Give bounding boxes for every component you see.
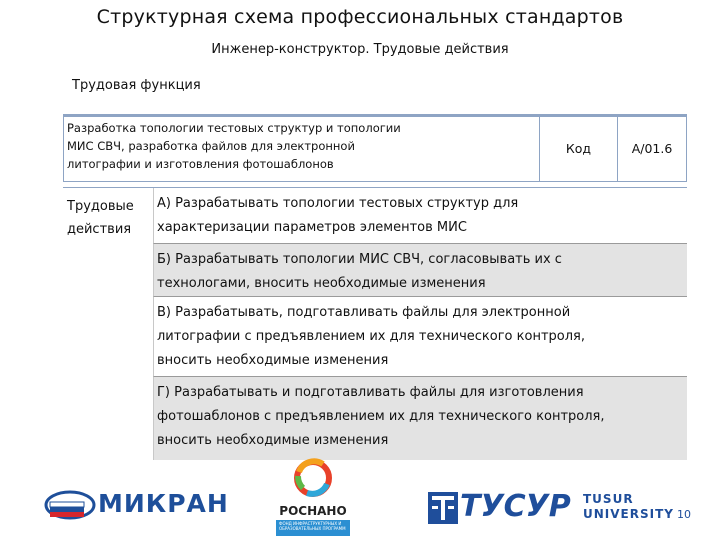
- mikran-logo-text: МИКРАН: [98, 489, 229, 518]
- mikran-emblem-icon: [44, 485, 98, 525]
- page-number: 10: [677, 508, 691, 521]
- labor-action-v: [153, 296, 687, 376]
- action-line: литографии с предъявлением их для технического контроля,: [157, 329, 585, 344]
- labor-function-line: литографии и изготовления фотошаблонов: [67, 157, 334, 171]
- tusur-en-line1: TUSUR: [583, 492, 634, 506]
- rosnano-emblem-icon: [293, 458, 333, 502]
- labor-actions-label: [67, 195, 157, 241]
- tusur-emblem-icon: [428, 492, 458, 524]
- tusur-en-line2: UNIVERSITY: [583, 507, 674, 521]
- labor-actions-label-line: действия: [67, 222, 132, 237]
- labor-action-a: [153, 188, 687, 243]
- labor-function-line: Разработка топологии тестовых структур и топологии: [67, 121, 401, 135]
- rosnano-subtitle: ФОНД ИНФРАСТРУКТУРНЫХ И ОБРАЗОВАТЕЛЬНЫХ ПРОГРАММ: [276, 520, 350, 536]
- action-line: Б) Разрабатывать топологии МИС СВЧ, согласовывать их с: [157, 252, 562, 267]
- rosnano-logo: [268, 458, 358, 540]
- labor-actions-label-line: Трудовые: [67, 199, 134, 214]
- action-line: технологами, вносить необходимые изменения: [157, 276, 486, 291]
- labor-function-label: Трудовая функция: [72, 78, 201, 93]
- action-line: вносить необходимые изменения: [157, 353, 389, 368]
- tusur-logo-text: ТУСУР: [460, 489, 571, 524]
- labor-function-text: [67, 119, 467, 173]
- mikran-logo: [44, 485, 229, 525]
- action-line: В) Разрабатывать, подготавливать файлы для электронной: [157, 305, 571, 320]
- labor-actions-table: [63, 187, 687, 459]
- code-label: Код: [565, 141, 592, 156]
- labor-function-line: МИС СВЧ, разработка файлов для электронной: [67, 139, 355, 153]
- action-line: А) Разрабатывать топологии тестовых структур для: [157, 196, 519, 211]
- code-value: A/01.6: [631, 141, 673, 156]
- action-line: фотошаблонов с предъявлением их для технического контроля,: [157, 409, 605, 424]
- labor-function-box: [63, 114, 687, 182]
- labor-action-g: [153, 376, 687, 460]
- tusur-logo: [428, 490, 678, 530]
- labor-action-b: [153, 243, 687, 296]
- action-line: Г) Разрабатывать и подготавливать файлы для изготовления: [157, 385, 584, 400]
- action-line: вносить необходимые изменения: [157, 433, 389, 448]
- page-subtitle: Инженер-конструктор. Трудовые действия: [211, 42, 509, 57]
- page-title: Структурная схема профессиональных стандартов: [96, 6, 624, 28]
- action-line: характеризации параметров элементов МИС: [157, 220, 467, 235]
- rosnano-logo-text: РОСНАНО: [279, 504, 347, 518]
